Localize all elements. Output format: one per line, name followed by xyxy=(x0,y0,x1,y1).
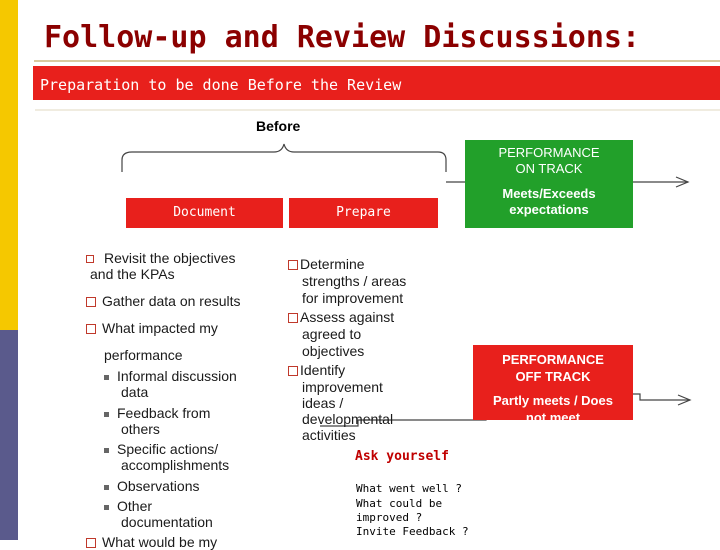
on-track-title-line2: ON TRACK xyxy=(515,161,583,176)
prep-item-2-line1: Assess against xyxy=(300,309,395,325)
doc-item-4 xyxy=(86,534,217,550)
off-track-desc-line3: expectations xyxy=(513,427,593,442)
doc-item-1-line1: Revisit the objectives xyxy=(104,250,236,266)
prep-item-2-line3: objectives xyxy=(302,343,365,359)
on-track-desc-line2: expectations xyxy=(509,202,589,217)
square-bullet-icon xyxy=(104,485,109,490)
ask-question-1: What went well ? xyxy=(356,482,462,495)
doc-sub-1-line2: data xyxy=(121,384,149,400)
prep-item-3-line5: activities xyxy=(302,427,356,443)
square-bullet-icon xyxy=(104,412,109,417)
doc-sub-4-text: Observations xyxy=(117,478,200,494)
ask-question-3: improved ? xyxy=(356,511,423,524)
slide-title: Follow-up and Review Discussions: xyxy=(44,20,641,55)
doc-sub-2-line2: others xyxy=(121,421,160,437)
prep-item-3-line3: ideas / xyxy=(302,395,344,411)
performance-off-track-box xyxy=(473,345,633,442)
doc-sub-1 xyxy=(104,368,237,384)
prep-item-2 xyxy=(288,309,394,325)
prep-item-1-line1: Determine xyxy=(300,256,365,272)
off-track-desc-line2: not meet xyxy=(525,410,581,425)
checkbox-bullet-icon xyxy=(288,260,298,270)
prepare-box-label: Prepare xyxy=(336,205,391,220)
checkbox-bullet-icon xyxy=(86,297,96,307)
ask-yourself-heading: Ask yourself xyxy=(355,449,449,464)
document-box xyxy=(126,198,283,228)
doc-item-3-line1: What impacted my xyxy=(102,320,218,336)
doc-sub-5-line2: documentation xyxy=(121,514,213,530)
doc-item-4-text: What would be my xyxy=(102,534,218,550)
doc-item-2-text: Gather data on results xyxy=(102,293,241,309)
square-bullet-icon xyxy=(104,448,109,453)
document-box-label: Document xyxy=(173,205,236,220)
off-track-title-line1: PERFORMANCE xyxy=(502,352,604,367)
off-track-desc-line1: Partly meets / Does xyxy=(493,393,613,408)
prep-item-3-line4: developmental xyxy=(302,411,394,427)
prep-item-3-line1: Identify xyxy=(300,362,346,378)
checkbox-bullet-icon xyxy=(288,366,298,376)
doc-sub-3-line2: accomplishments xyxy=(121,457,230,473)
doc-sub-5-line1: Other xyxy=(117,498,153,514)
doc-sub-2 xyxy=(104,405,210,421)
doc-item-3-line2: performance xyxy=(104,347,183,363)
before-brace xyxy=(122,144,446,172)
prep-item-1 xyxy=(288,256,365,272)
before-label: Before xyxy=(256,118,301,134)
doc-sub-5 xyxy=(104,498,152,514)
doc-sub-2-line1: Feedback from xyxy=(117,405,211,421)
prep-item-1-line3: for improvement xyxy=(302,290,404,306)
on-track-title-line1: PERFORMANCE xyxy=(498,145,600,160)
off-track-title-line2: OFF TRACK xyxy=(515,369,591,384)
prep-item-1-line2: strengths / areas xyxy=(302,273,407,289)
prepare-box xyxy=(289,198,438,228)
ask-question-4: Invite Feedback ? xyxy=(356,525,469,538)
prep-item-3-line2: improvement xyxy=(302,379,383,395)
doc-item-1-line2: and the KPAs xyxy=(90,266,175,282)
doc-sub-3-line1: Specific actions/ xyxy=(117,441,219,457)
checkbox-bullet-icon xyxy=(86,255,94,263)
ask-question-2: What could be xyxy=(356,497,443,510)
checkbox-bullet-icon xyxy=(288,313,298,323)
doc-sub-1-line1: Informal discussion xyxy=(117,368,237,384)
on-track-desc-line1: Meets/Exceeds xyxy=(502,186,596,201)
doc-item-2 xyxy=(86,293,241,309)
square-bullet-icon xyxy=(104,505,109,510)
checkbox-bullet-icon xyxy=(86,324,96,334)
prep-item-2-line2: agreed to xyxy=(302,326,362,342)
doc-item-3 xyxy=(86,320,218,336)
doc-sub-4 xyxy=(104,478,199,494)
square-bullet-icon xyxy=(104,375,109,380)
slide-subtitle: Preparation to be done Before the Review xyxy=(40,76,402,94)
performance-on-track-box xyxy=(465,140,633,228)
prep-item-3 xyxy=(288,362,345,378)
doc-sub-3 xyxy=(104,441,218,457)
doc-item-1 xyxy=(86,250,236,266)
